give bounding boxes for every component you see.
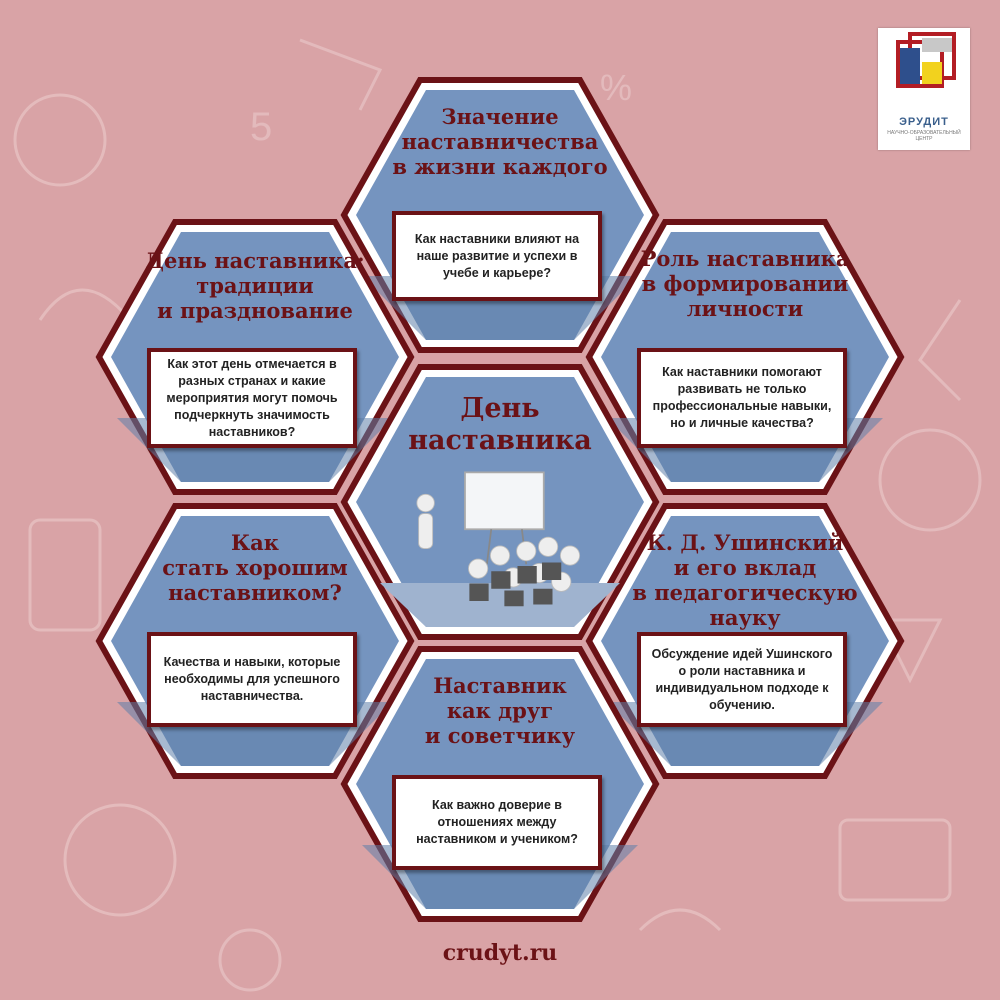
center-title: День наставника (408, 393, 592, 456)
svg-text:5: 5 (250, 105, 273, 149)
cube-logo-icon (878, 28, 970, 114)
hex-description-card: Как наставники помогают развивать не только профессиональные навыки, но и личные качества? (637, 348, 847, 448)
hex-description-card: Качества и навыки, которые необходимы для успешного наставничества. (147, 632, 357, 727)
hex-description-card: Как наставники влияют на наше развитие и успехи в учебе и карьере? (392, 211, 602, 301)
hex-bottom (340, 645, 660, 923)
logo-name: ЭРУДИТ (899, 116, 949, 128)
hex-title: День наставника: традиции и празднование (145, 248, 365, 323)
svg-text:%: % (600, 67, 633, 108)
hex-title: К. Д. Ушинский и его вклад в педагогическую науку (632, 530, 858, 630)
hex-title: Роль наставника в формировании личности (640, 246, 850, 321)
hex-title: Наставник как друг и советчику (424, 673, 576, 748)
center-hex (340, 363, 660, 641)
hex-title: Значение наставничества в жизни каждого (392, 104, 608, 179)
hex-description-card: Как важно доверие в отношениях между наставником и учеником? (392, 775, 602, 870)
website-link[interactable]: crudyt.ru (442, 940, 558, 966)
hex-description-card: Обсуждение идей Ушинского о роли наставника и индивидуальном подходе к обучению. (637, 632, 847, 727)
hex-description-card: Как этот день отмечается в разных странах и какие мероприятия могут помочь подчеркнуть значимость наставников? (147, 348, 357, 448)
logo-subtitle: НАУЧНО-ОБРАЗОВАТЕЛЬНЫЙ ЦЕНТР (887, 130, 961, 142)
erudit-logo (878, 28, 970, 150)
presentation-figures-icon (395, 463, 605, 613)
hex-title: Как стать хорошим наставником? (162, 530, 348, 605)
